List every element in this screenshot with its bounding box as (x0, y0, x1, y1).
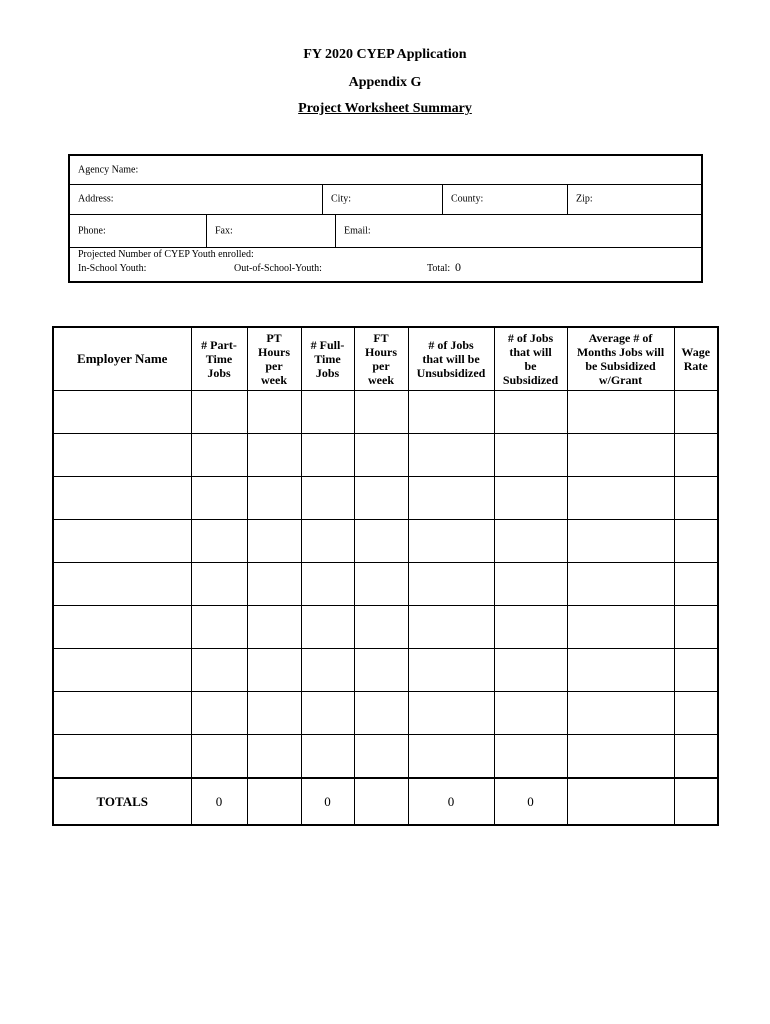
table-cell[interactable] (247, 649, 301, 692)
form-title: FY 2020 CYEP Application (303, 47, 467, 62)
table-row (53, 606, 718, 649)
column-header-line: FT (373, 331, 389, 345)
total-youth-value[interactable]: 0 (455, 260, 461, 274)
column-header-line: Rate (683, 359, 708, 373)
column-header (301, 327, 354, 391)
table-cell[interactable] (674, 563, 718, 606)
project-worksheet-table (52, 326, 719, 826)
table-cell[interactable] (354, 434, 408, 477)
table-body (53, 391, 718, 826)
column-header-line: w/Grant (598, 373, 643, 387)
table-cell[interactable] (191, 735, 247, 779)
employer-name-cell[interactable] (53, 649, 191, 692)
zip-field[interactable] (567, 184, 701, 214)
table-cell[interactable] (567, 692, 674, 735)
table-cell[interactable] (301, 434, 354, 477)
table-cell[interactable] (408, 477, 494, 520)
table-cell[interactable] (301, 477, 354, 520)
address-label: Address: (78, 193, 114, 205)
total-youth-label: Total: (427, 263, 451, 274)
table-cell[interactable] (354, 606, 408, 649)
employer-name-cell[interactable] (53, 735, 191, 779)
table-cell[interactable] (247, 434, 301, 477)
address-row (70, 184, 701, 215)
table-cell[interactable] (191, 520, 247, 563)
totals-cell[interactable]: 0 (191, 778, 247, 825)
table-cell[interactable] (354, 692, 408, 735)
column-header-line: that will be (422, 352, 480, 366)
table-cell[interactable] (247, 477, 301, 520)
table-cell[interactable] (301, 606, 354, 649)
totals-cell[interactable] (567, 778, 674, 825)
column-header (674, 327, 718, 391)
table-cell[interactable] (408, 520, 494, 563)
column-header-line: be (524, 359, 537, 373)
table-cell[interactable] (494, 391, 567, 434)
column-header (247, 327, 301, 391)
table-cell[interactable] (567, 391, 674, 434)
table-cell[interactable] (494, 434, 567, 477)
table-cell[interactable] (247, 520, 301, 563)
projected-youth-label: Projected Number of CYEP Youth enrolled: (78, 249, 254, 260)
table-row (53, 434, 718, 477)
table-cell[interactable] (191, 606, 247, 649)
table-cell[interactable] (674, 477, 718, 520)
table-cell[interactable] (191, 649, 247, 692)
employer-name-cell[interactable] (53, 434, 191, 477)
totals-cell[interactable] (247, 778, 301, 825)
table-cell[interactable] (301, 520, 354, 563)
employer-name-cell[interactable] (53, 477, 191, 520)
column-header-line: Time (205, 352, 233, 366)
column-header (408, 327, 494, 391)
column-header-line: # Full- (310, 338, 345, 352)
table-cell[interactable] (354, 649, 408, 692)
address-field[interactable] (70, 184, 322, 214)
youth-enrolled-row (70, 247, 701, 281)
table-cell[interactable] (674, 434, 718, 477)
agency-name-field[interactable] (70, 156, 701, 184)
table-cell[interactable] (494, 606, 567, 649)
column-header-line: Employer Name (77, 351, 168, 366)
column-header (354, 327, 408, 391)
agency-info-box (68, 154, 703, 283)
employer-name-cell[interactable] (53, 606, 191, 649)
totals-cell[interactable] (674, 778, 718, 825)
column-header (567, 327, 674, 391)
column-header-line: Months Jobs will (576, 345, 665, 359)
table-cell[interactable] (354, 563, 408, 606)
fax-field[interactable] (206, 214, 335, 247)
county-field[interactable] (442, 184, 567, 214)
table-cell[interactable] (567, 477, 674, 520)
column-header-line: Hours (257, 345, 290, 359)
county-label: County: (451, 193, 484, 205)
out-of-school-youth-label[interactable]: Out-of-School-Youth: (234, 263, 322, 274)
column-header-line: Unsubsidized (416, 366, 486, 380)
table-cell[interactable] (567, 735, 674, 779)
table-header-row (53, 327, 718, 391)
table-cell[interactable] (494, 735, 567, 779)
table-cell[interactable] (494, 649, 567, 692)
city-label: City: (331, 193, 352, 205)
table-cell[interactable] (567, 563, 674, 606)
table-row (53, 477, 718, 520)
column-header-line: Wage (681, 345, 711, 359)
column-header-line: be Subsidized (585, 359, 656, 373)
phone-field[interactable] (70, 214, 206, 247)
email-label: Email: (344, 225, 371, 236)
table-cell[interactable] (247, 692, 301, 735)
employer-name-cell[interactable] (53, 520, 191, 563)
column-header-line: week (261, 373, 287, 387)
column-header-line: that will (509, 345, 552, 359)
employer-name-cell[interactable] (53, 692, 191, 735)
totals-label: TOTALS (53, 778, 191, 825)
table-cell[interactable] (191, 692, 247, 735)
table-cell[interactable] (354, 391, 408, 434)
table-cell[interactable] (408, 563, 494, 606)
employer-name-cell[interactable] (53, 391, 191, 434)
zip-label: Zip: (576, 193, 593, 205)
table-cell[interactable] (494, 692, 567, 735)
table-cell[interactable] (191, 477, 247, 520)
column-header-line: per (372, 359, 390, 373)
contact-row (70, 214, 701, 248)
column-header-line: Hours (364, 345, 397, 359)
table-cell[interactable] (354, 735, 408, 779)
table-cell[interactable] (301, 391, 354, 434)
column-header-line: # Part- (201, 338, 237, 352)
table-cell[interactable] (191, 563, 247, 606)
worksheet-title: Project Worksheet Summary (298, 101, 472, 116)
column-header-line: Time (314, 352, 341, 366)
table-row (53, 391, 718, 434)
column-header-line: week (368, 373, 394, 387)
table-cell[interactable] (567, 434, 674, 477)
fax-label: Fax: (215, 225, 233, 236)
table-cell[interactable] (247, 563, 301, 606)
agency-name-row (70, 156, 701, 185)
table-cell[interactable] (247, 735, 301, 779)
in-school-youth-label[interactable]: In-School Youth: (78, 263, 147, 274)
table-cell[interactable] (247, 391, 301, 434)
table-cell[interactable] (301, 563, 354, 606)
table-cell[interactable] (567, 606, 674, 649)
column-header-line: per (265, 359, 283, 373)
table-cell[interactable] (494, 520, 567, 563)
table-cell[interactable] (301, 735, 354, 779)
table-row (53, 520, 718, 563)
table-cell[interactable] (567, 649, 674, 692)
column-header-line: Jobs (207, 366, 231, 380)
table-cell[interactable] (408, 649, 494, 692)
column-header-line: PT (266, 331, 282, 345)
table-cell[interactable] (408, 434, 494, 477)
column-header (191, 327, 247, 391)
column-header-line: Jobs (315, 366, 340, 380)
employer-name-cell[interactable] (53, 563, 191, 606)
column-header (494, 327, 567, 391)
table-cell[interactable] (301, 692, 354, 735)
phone-label: Phone: (78, 225, 106, 236)
table-cell[interactable] (674, 391, 718, 434)
column-header-line: Average # of (588, 331, 653, 345)
city-field[interactable] (322, 184, 442, 214)
table-cell[interactable] (408, 692, 494, 735)
email-field[interactable] (335, 214, 701, 247)
table-cell[interactable] (674, 649, 718, 692)
table-row (53, 563, 718, 606)
table-cell[interactable] (408, 606, 494, 649)
table-cell[interactable] (191, 391, 247, 434)
table-cell[interactable] (354, 477, 408, 520)
table-cell[interactable] (674, 735, 718, 779)
table-cell[interactable] (674, 692, 718, 735)
table-cell[interactable] (494, 477, 567, 520)
table-cell[interactable] (674, 520, 718, 563)
table-cell[interactable] (408, 391, 494, 434)
table-cell[interactable] (567, 520, 674, 563)
column-header-line: # of Jobs (428, 338, 474, 352)
table-row (53, 649, 718, 692)
column-header-line: Subsidized (502, 373, 559, 387)
totals-cell[interactable]: 0 (408, 778, 494, 825)
totals-cell[interactable]: 0 (494, 778, 567, 825)
column-header (53, 327, 191, 391)
totals-cell[interactable] (354, 778, 408, 825)
table-cell[interactable] (301, 649, 354, 692)
table-cell[interactable] (494, 563, 567, 606)
table-row (53, 735, 718, 779)
appendix-label: Appendix G (348, 75, 422, 90)
table-cell[interactable] (191, 434, 247, 477)
table-cell[interactable] (408, 735, 494, 779)
totals-cell[interactable]: 0 (301, 778, 354, 825)
totals-row (53, 778, 718, 825)
table-row (53, 692, 718, 735)
table-cell[interactable] (247, 606, 301, 649)
agency-name-label: Agency Name: (78, 164, 139, 176)
table-cell[interactable] (674, 606, 718, 649)
table-cell[interactable] (354, 520, 408, 563)
column-header-line: # of Jobs (507, 331, 554, 345)
